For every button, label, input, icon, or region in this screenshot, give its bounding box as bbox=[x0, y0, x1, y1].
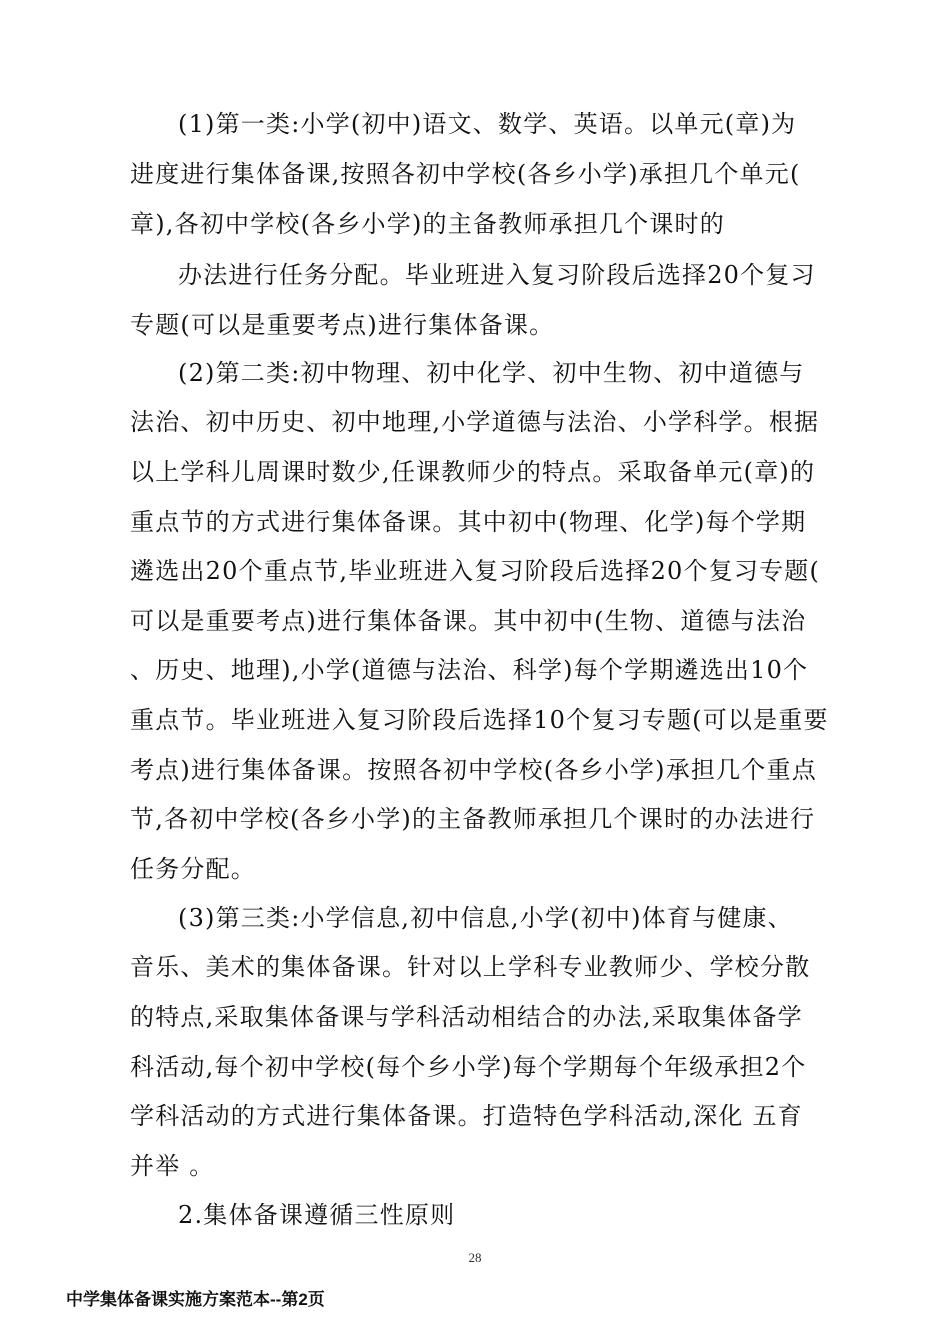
text-line: 可以是重要考点)进行集体备课。其中初中(生物、道德与法治 bbox=[130, 607, 807, 635]
text-line: (1)第一类:小学(初中)语文、数学、英语。以单元(章)为 bbox=[178, 110, 797, 138]
page-number: 28 bbox=[468, 1250, 482, 1265]
text-line: 遴选出20个重点节,毕业班进入复习阶段后选择20个复习专题( bbox=[130, 557, 821, 585]
text-line: 办法进行任务分配。毕业班进入复习阶段后选择20个复习 bbox=[178, 261, 816, 289]
text-line: 科活动,每个初中学校(每个乡小学)每个学期每个年级承担2个 bbox=[130, 1053, 807, 1081]
text-line: (3)第三类:小学信息,初中信息,小学(初中)体育与健康、 bbox=[178, 904, 793, 932]
text-line: 、历史、地理),小学(道德与法治、科学)每个学期遴选出10个 bbox=[130, 656, 809, 684]
text-line: 法治、初中历史、初中地理,小学道德与法治、小学科学。根据 bbox=[130, 408, 820, 436]
text-line: (2)第二类:初中物理、初中化学、初中生物、初中道德与 bbox=[178, 359, 805, 387]
text-line: 节,各初中学校(各乡小学)的主备教师承担几个课时的办法进行 bbox=[130, 805, 816, 833]
text-line: 重点节。毕业班进入复习阶段后选择10个复习专题(可以是重要 bbox=[130, 706, 829, 734]
text-line: 音乐、美术的集体备课。针对以上学科专业教师少、学校分散 bbox=[130, 953, 811, 981]
text-line: 章),各初中学校(各乡小学)的主备教师承担几个课时的 bbox=[130, 210, 725, 238]
text-line: 并举 。 bbox=[130, 1152, 215, 1180]
text-line: 任务分配。 bbox=[130, 855, 256, 883]
section-heading: 2.集体备课遵循三性原则 bbox=[178, 1201, 456, 1229]
text-line: 重点节的方式进行集体备课。其中初中(物理、化学)每个学期 bbox=[130, 508, 807, 536]
text-line: 进度进行集体备课,按照各初中学校(各乡小学)承担几个单元( bbox=[130, 160, 801, 188]
text-line: 的特点,采取集体备课与学科活动相结合的办法,采取集体备学 bbox=[130, 1003, 803, 1031]
text-line: 考点)进行集体备课。按照各初中学校(各乡小学)承担几个重点 bbox=[130, 756, 817, 784]
text-line: 专题(可以是重要考点)进行集体备课。 bbox=[130, 311, 555, 339]
text-line: 学科活动的方式进行集体备课。打造特色学科活动,深化 五育 bbox=[130, 1102, 803, 1130]
page-footer: 中学集体备课实施方案范本--第2页 bbox=[66, 1290, 325, 1309]
text-line: 以上学科儿周课时数少,任课教师少的特点。采取备单元(章)的 bbox=[130, 458, 816, 486]
